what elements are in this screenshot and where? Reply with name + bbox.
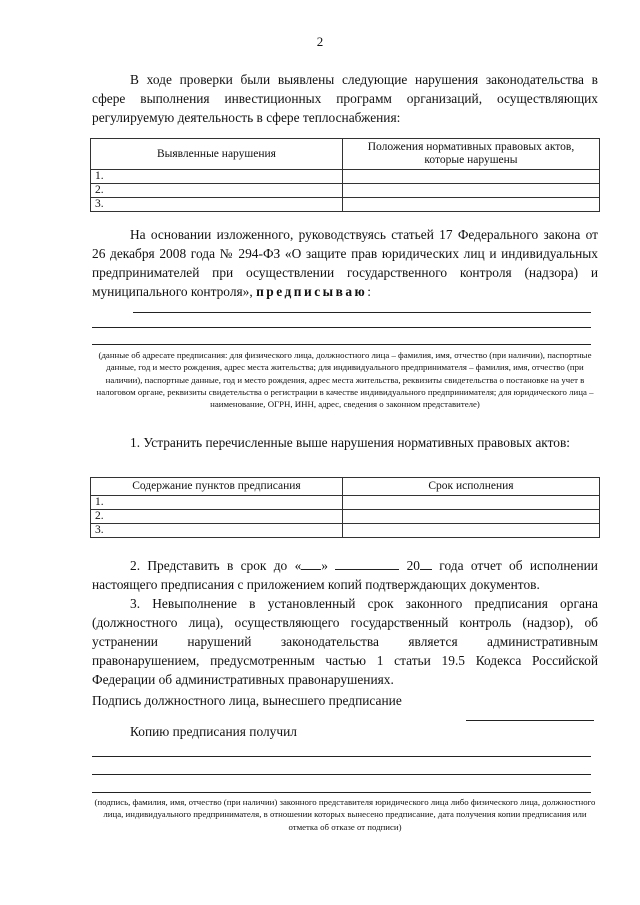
basis-text: На основании изложенного, руководствуясь статьей 17 Федерального закона от 26 декабря 2008 года № 294-ФЗ «О защите прав юридических лиц и индивидуальных предпринимателей при осуществлении государственного контроля (надзора) и муниципального контроля»,	[92, 227, 598, 299]
table-cell[interactable]	[342, 170, 599, 184]
day-blank[interactable]	[301, 556, 321, 570]
year-blank[interactable]	[420, 556, 432, 570]
column-header: Содержание пунктов предписания	[91, 478, 343, 496]
recipient-line[interactable]	[92, 756, 591, 757]
table-header-row	[91, 478, 600, 496]
prescribe-word: предписываю	[256, 284, 368, 299]
table-cell[interactable]	[342, 496, 599, 510]
addressee-line[interactable]	[92, 327, 591, 328]
table-cell[interactable]	[342, 524, 599, 538]
row-number: 1.	[91, 496, 343, 510]
table-header-row	[91, 139, 600, 170]
table-row	[91, 496, 600, 510]
column-header: Выявленные нарушения	[91, 139, 343, 170]
row-number: 2.	[91, 184, 343, 198]
table-row	[91, 524, 600, 538]
row-number: 3.	[91, 524, 343, 538]
table-cell[interactable]	[342, 510, 599, 524]
recipient-line[interactable]	[92, 792, 591, 793]
table-row	[91, 198, 600, 212]
item-2-text: года отчет об исполнении настоящего предписания с приложением копий подтверждающих документов.	[92, 558, 598, 592]
item-2-text: 2. Представить в срок до «	[130, 558, 302, 573]
page-number: 2	[316, 34, 324, 49]
row-number: 2.	[91, 510, 343, 524]
row-number: 3.	[91, 198, 343, 212]
violations-table	[90, 138, 600, 212]
intro-paragraph: В ходе проверки были выявлены следующие нарушения законодательства в сфере выполнения инвестиционных программ организаций, осуществляющих регулируемую деятельность в сфере теплоснабжения:	[92, 72, 598, 125]
item-1: 1. Устранить перечисленные выше нарушения нормативных правовых актов:	[130, 435, 570, 450]
table-cell[interactable]	[342, 184, 599, 198]
addressee-line[interactable]	[133, 312, 591, 313]
item-2-text: »	[321, 558, 328, 573]
prescription-table	[90, 477, 600, 538]
signature-line[interactable]	[466, 720, 594, 721]
recipient-note: (подпись, фамилия, имя, отчество (при наличии) законного представителя юридического лица либо физического лица, должностного лица, индивидуального предпринимателя, в отношении которых вынесено предписание, дата получения копии предписания или отметка об отказе от подписи)	[94, 797, 596, 832]
signature-label: Подпись должностного лица, вынесшего предписание	[92, 693, 402, 708]
basis-paragraph	[92, 225, 598, 301]
table-cell[interactable]	[342, 198, 599, 212]
column-header: Срок исполнения	[342, 478, 599, 496]
table-row	[91, 184, 600, 198]
item-2-year: 20	[406, 558, 420, 573]
addressee-line[interactable]	[92, 344, 591, 345]
table-row	[91, 170, 600, 184]
column-header: Положения нормативных правовых актов, которые нарушены	[342, 139, 599, 170]
row-number: 1.	[91, 170, 343, 184]
recipient-line[interactable]	[92, 774, 591, 775]
colon: :	[367, 284, 372, 299]
copy-received-label: Копию предписания получил	[130, 724, 297, 739]
month-blank[interactable]	[335, 556, 399, 570]
item-2	[92, 556, 598, 594]
addressee-note: (данные об адресате предписания: для физического лица, должностного лица – фамилия, имя, отчество (при наличии), паспортные данные, год и место рождения, адрес места жительства; для индивидуального предпринимателя – фамилия, имя, отчество (при наличии), паспортные данные, год и место рождения, адрес места жительства, реквизиты свидетельства о постановке на учет в налоговом органе, реквизиты свидетельства о регистрации в качестве индивидуального предпринимателя; для юридического лица – наименование, ОГРН, ИНН, адрес, сведения о законном представителе)	[96, 350, 594, 410]
item-3: 3. Невыполнение в установленный срок законного предписания органа (должностного лица), осуществляющего государственный контроль (надзор), об устранении нарушений законодательства является административным правонарушением, предусмотренным частью 1 статьи 19.5 Кодекса Российской Федерации об административных правонарушениях.	[92, 596, 598, 687]
table-row	[91, 510, 600, 524]
